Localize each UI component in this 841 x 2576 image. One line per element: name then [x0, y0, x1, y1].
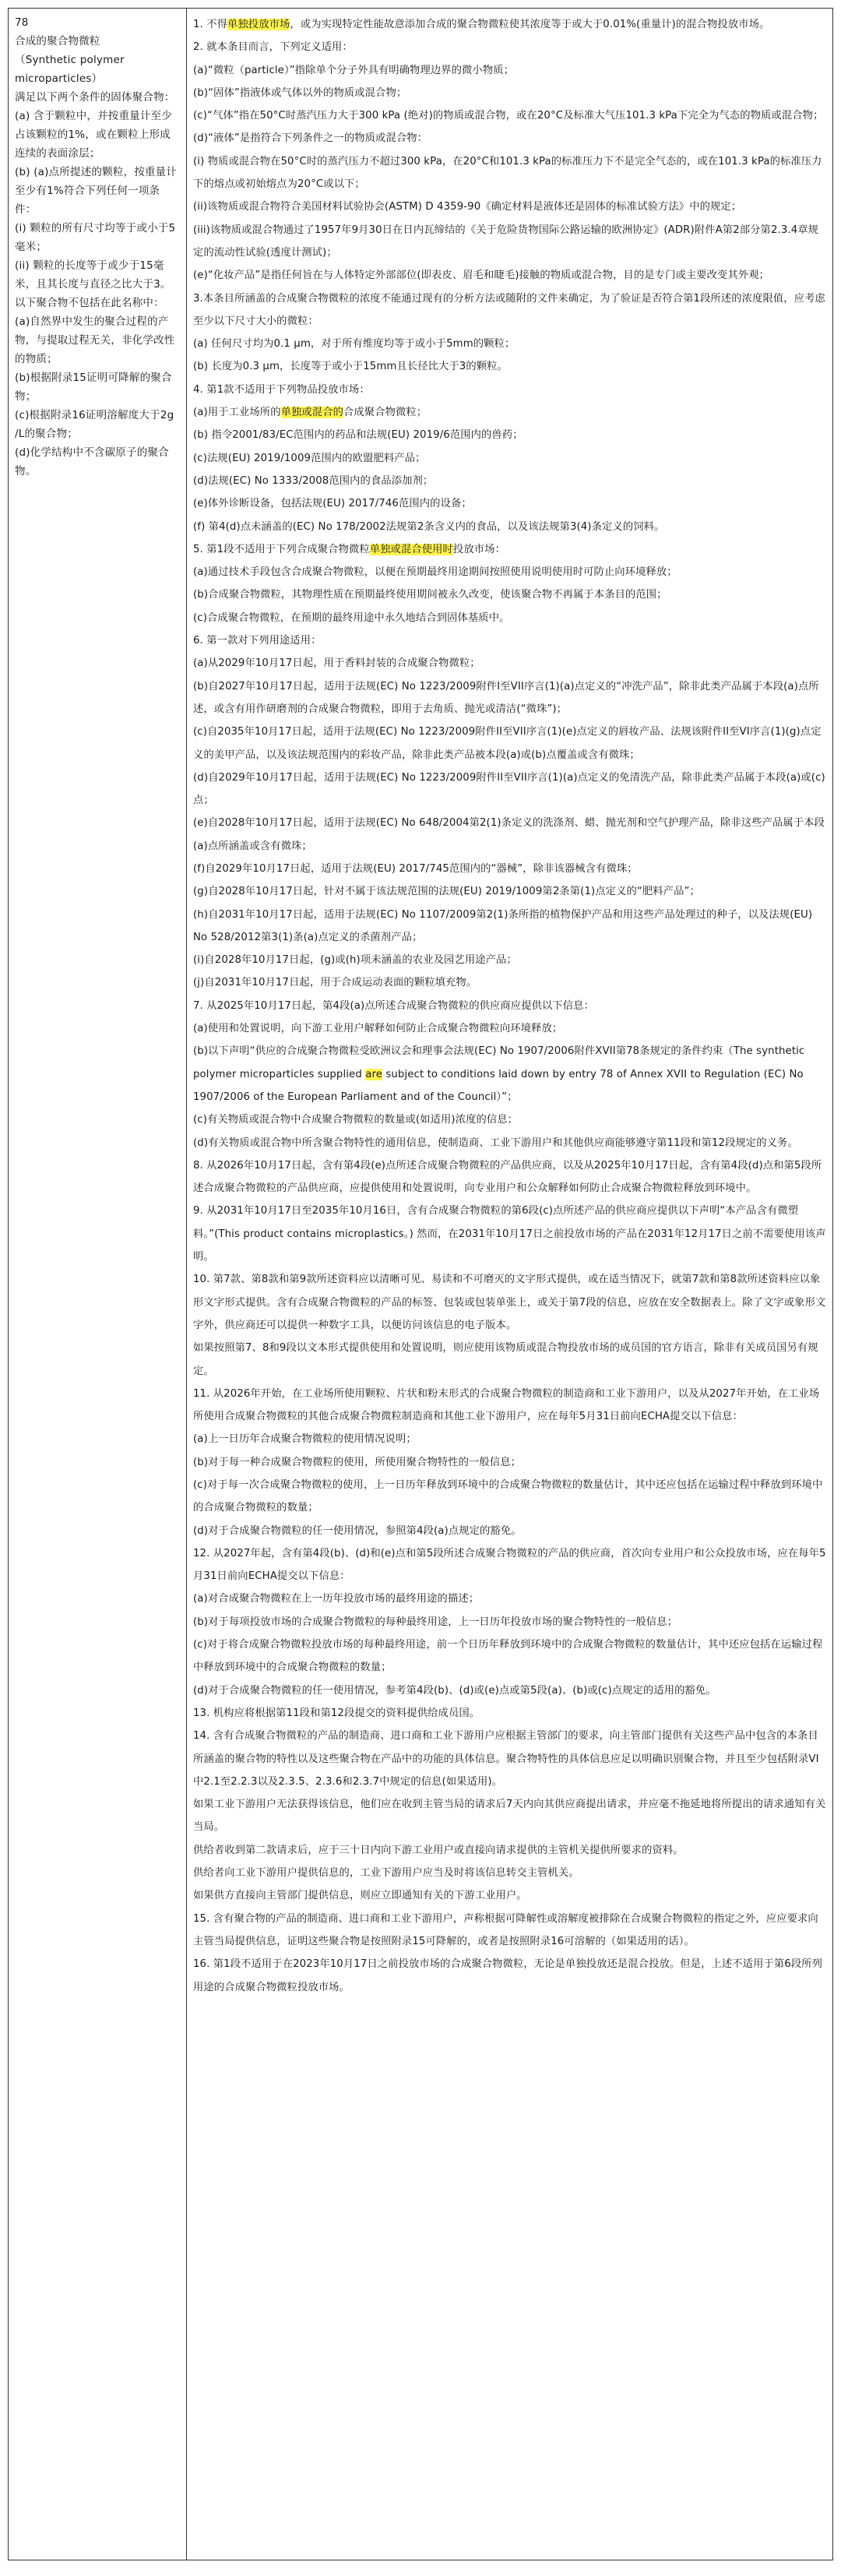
restriction-paragraph [193, 971, 826, 994]
paragraph-text: (a)使用和处置说明，向下游工业用户解释如何防止合成聚合物微粒向环境释放； [193, 1023, 563, 1035]
paragraph-text: 13. 机构应将根据第11段和第12段提交的资料提供给成员国。 [193, 1707, 480, 1719]
paragraph-text: (d)对于合成聚合物微粒的任一使用情况，参考第4段(b)、(d)或(e)点或第5段(a)、(b)或(c)点规定的适用的豁免。 [193, 1684, 716, 1697]
restriction-paragraph [193, 812, 826, 858]
restriction-paragraph [193, 447, 826, 470]
condition-item: 以下聚合物不包括在此名称中： [15, 297, 164, 309]
paragraph-text: 供给者向工业下游用户提供信息的，工业下游用户应当及时将该信息转交主管机关。 [193, 1867, 579, 1880]
paragraph-text: 如果供方直接向主管部门提供信息，则应立即通知有关的下游工业用户。 [193, 1890, 527, 1902]
condition-item: (d)化学结构中不含碳原子的聚合物。 [15, 446, 169, 477]
restriction-paragraph [193, 1132, 826, 1154]
paragraph-text: (b) 长度为0.3 μm，长度等于或小于15mm且长径比大于3的颗粒。 [193, 361, 508, 373]
restriction-paragraph [193, 1839, 826, 1862]
paragraph-text: (b)自2027年10月17日起，适用于法规(EC) No 1223/2009附件I至VII序言(1)(a)点定义的“冲洗产品”，除非此类产品属于本段(a)点所述，或含有用作研磨剂的合成聚合物微粒，即用于去角质、抛光或清洁(“微珠”)； [193, 680, 819, 715]
restriction-paragraph [193, 1520, 826, 1542]
restriction-paragraph [193, 470, 826, 492]
restriction-paragraph [193, 355, 826, 378]
restriction-paragraph [193, 150, 826, 196]
paragraph-text: (c)法规(EU) 2019/1009范围内的欧盟肥料产品； [193, 452, 426, 464]
paragraph-text: (b)合成聚合物微粒，其物理性质在预期最终使用期间被永久改变，使该聚合物不再属于本条目的范围； [193, 589, 667, 601]
restriction-paragraph [193, 1200, 826, 1268]
paragraph-text: 3.本条目所涵盖的合成聚合物微粒的浓度不能通过现有的分析方法或随附的文件来确定，为了验证是否符合第1段所述的浓度限值，应考虑至少以下尺寸大小的微粒： [193, 292, 825, 327]
restriction-paragraph [193, 583, 826, 606]
paragraph-text: (ii)该物质或混合物符合美国材料试验协会(ASTM) D 4359-90《确定材料是液体还是固体的标准试验方法》中的规定； [193, 201, 742, 213]
restriction-paragraph [193, 219, 826, 265]
highlighted-text: are [365, 1068, 383, 1080]
restriction-paragraph [193, 287, 826, 333]
restriction-paragraph [193, 629, 826, 652]
restriction-paragraph [193, 607, 826, 629]
restriction-paragraph [193, 1383, 826, 1429]
paragraph-text: (a) 任何尺寸均为0.1 μm，对于所有维度均等于或小于5mm的颗粒； [193, 338, 516, 351]
restriction-paragraph [193, 1908, 826, 1954]
restriction-paragraph [193, 492, 826, 515]
condition-item: (b) (a)点所提述的颗粒，按重量计至少有1%符合下列任何一项条件： [15, 166, 178, 216]
paragraph-text: (f)自2029年10月17日起，适用于法规(EU) 2017/745范围内的“器械”，除非该器械含有微珠； [193, 862, 638, 875]
restriction-paragraph [193, 1588, 826, 1610]
restriction-paragraph [193, 516, 826, 538]
restriction-paragraph [193, 1542, 826, 1588]
highlighted-text: 单独或混合使用时 [369, 543, 453, 555]
substance-title: 合成的聚合物微粒 [15, 35, 100, 48]
paragraph-text: (c)对于将合成聚合物微粒投放市场的每种最终用途，前一个日历年释放到环境中的合成聚合物微粒的数量估计，其中还应包括在运输过程中释放到环境中的合成聚合物微粒的数量； [193, 1639, 823, 1674]
restriction-paragraph [193, 1884, 826, 1907]
restriction-paragraph [193, 1428, 826, 1450]
condition-item: (b)根据附录15证明可降解的聚合物； [15, 372, 172, 403]
paragraph-text: (g)自2028年10月17日起，针对不属于该法规范围的法规(EU) 2019/1009第2条第(1)点定义的“肥料产品”； [193, 886, 700, 898]
paragraph-text: (b)“固体”指液体或气体以外的物质或混合物； [193, 86, 407, 99]
paragraph-text: (a)用于工业场所的 [193, 407, 281, 419]
restriction-paragraph [193, 127, 826, 150]
restriction-paragraph [193, 13, 826, 36]
paragraph-text: (f) 第4(d)点未涵盖的(EC) No 178/2002法规第2条含义内的食品，以及该法规第3(4)条定义的饲料。 [193, 520, 665, 533]
restriction-cell [187, 9, 833, 2560]
restriction-paragraph [193, 721, 826, 766]
restriction-paragraph [193, 82, 826, 104]
restriction-paragraph [193, 1337, 826, 1383]
restriction-paragraph [193, 1725, 826, 1793]
restriction-paragraph [193, 675, 826, 721]
paragraph-text: (j)自2031年10月17日起，用于合成运动表面的颗粒填充物。 [193, 977, 477, 989]
restriction-paragraph [193, 1953, 826, 1999]
restriction-paragraph [193, 196, 826, 218]
substance-cell [9, 9, 187, 2560]
paragraph-text: (d)对于合成聚合物微粒的任一使用情况，参照第4段(a)点规定的豁免。 [193, 1524, 522, 1537]
entry-number: 78 [15, 16, 29, 29]
paragraph-text: 10. 第7款、第8款和第9款所述资料应以清晰可见、易读和不可磨灭的文字形式提供，或在适当情况下，就第7款和第8款所述资料应以象形文字形式提供。含有合成聚合物微粒的产品的标签、包装或包装单张上，或关于第7段的信息，应放在安全数据表上。除了文字或象形文字外，供应商还可以提供一种数字工具，以便访问该信息的电子版本。 [193, 1274, 826, 1331]
paragraph-text: 14. 含有合成聚合物微粒的产品的制造商、进口商和工业下游用户应根据主管部门的要求，向主管部门提供有关这些产品中包含的本条目所涵盖的聚合物的特性以及这些聚合物在产品中的功能的具体信息。聚合物特性的具体信息应足以明确识别聚合物，并且至少包括附录VI中2.1至2.2.3以及2.3.5、2.3.6和2.3.7中规定的信息(如果适用)。 [193, 1730, 819, 1788]
paragraph-text: 供给者收到第二款请求后，应于三十日内向下游工业用户或直接向请求提供的主管机关提供所要求的资料。 [193, 1844, 684, 1856]
restriction-paragraph [193, 538, 826, 561]
regulation-page [8, 8, 833, 2560]
paragraph-text: 4. 第1款不适用于下列物品投放市场： [193, 383, 370, 396]
condition-item: (i) 颗粒的所有尺寸均等于或小于5毫米； [15, 222, 176, 253]
condition-item: (ii) 颗粒的长度等于或少于15毫米，且其长度与直径之比大于3。 [15, 259, 171, 291]
restriction-paragraph [193, 401, 826, 424]
condition-item: (a) 含于颗粒中，并按重量计至少占该颗粒的1%，或在颗粒上形成连续的表面涂层； [15, 110, 172, 160]
paragraph-text: ，或为实现特定性能故意添加合成的聚合物微粒使其浓度等于或大于0.01%(重量计)的混合物投放市场。 [290, 19, 770, 30]
paragraph-text: 6. 第一款对下列用途适用： [193, 635, 322, 647]
restriction-paragraph [193, 766, 826, 812]
paragraph-text: 如果工业下游用户无法获得该信息，他们应在收到主管当局的请求后7天内向其供应商提出请求，并应毫不拖延地将所提出的请求通知有关当局。 [193, 1799, 826, 1834]
paragraph-text: (b)对于每项投放市场的合成聚合物微粒的每种最终用途，上一日历年投放市场的聚合物特性的一般信息； [193, 1616, 677, 1628]
restriction-paragraph [193, 264, 826, 287]
paragraph-text: 7. 从2025年10月17日起，第4段(a)点所述合成聚合物微粒的供应商应提供以下信息： [193, 999, 594, 1012]
paragraph-text: 1. 不得 [193, 19, 228, 30]
restriction-paragraph [193, 1679, 826, 1702]
paragraph-text: (d)“液体”是指符合下列条件之一的物质或混合物： [193, 132, 428, 145]
paragraph-text: (d)自2029年10月17日起，适用于法规(EC) No 1223/2009附件II至VII序言(1)(a)点定义的免清洗产品，除非此类产品属于本段(a)或(c)点； [193, 771, 825, 807]
paragraph-text: (b)以下声明“供应的合成聚合物微粒受欧洲议会和理事会法规(EC) No 1907/2006附件XVII第78条规定的条件约束（The synthetic polymer microparticles supplied [193, 1045, 805, 1080]
paragraph-text: 9. 从2031年10月17日至2035年10月16日，含有合成聚合物微粒的第6段(c)点所述产品的供应商应提供以下声明“本产品含有微塑料。”(This product contains microplastics。) 然而，在2031年10月17日之前投放市场的产品在2031年12月17日之前不需要使用该声明。 [193, 1205, 826, 1263]
paragraph-text: (d)有关物质或混合物中所含聚合物特性的通用信息，使制造商、工业下游用户和其他供应商能够遵守第11段和第12段规定的义务。 [193, 1136, 798, 1149]
paragraph-text: (a)上一日历年合成聚合物微粒的使用情况说明； [193, 1433, 417, 1446]
restriction-paragraph [193, 652, 826, 675]
restriction-paragraphs [193, 13, 826, 1999]
condition-item: (a)自然界中发生的聚合过程的产物，与提取过程无关，非化学改性的物质； [15, 315, 175, 365]
restriction-paragraph [193, 1040, 826, 1108]
restriction-paragraph [193, 1611, 826, 1633]
paragraph-text: subject to conditions laid down by entry 78 of Annex XVII to Regulation (EC) No 1907/2006 of the European Parliament and of the Council）”； [193, 1068, 804, 1103]
restriction-paragraph [193, 36, 826, 58]
paragraph-text: (b)对于每一种合成聚合物微粒的使用，所使用聚合物特性的一般信息； [193, 1456, 522, 1468]
restriction-paragraph [193, 333, 826, 355]
restriction-paragraph [193, 995, 826, 1017]
paragraph-text: (b) 指令2001/83/EC范围内的药品和法规(EU) 2019/6范围内的兽药； [193, 429, 523, 442]
restriction-paragraph [193, 880, 826, 903]
paragraph-text: (i) 物质或混合物在50°C时的蒸汽压力不超过300 kPa，在20°C和101.3 kPa的标准压力下不是完全气态的，或在101.3 kPa的标准压力下的熔点或初始熔点为20°C或以下； [193, 155, 822, 191]
paragraph-text: 如果按照第7、8和9段以文本形式提供使用和处置说明，则应使用该物质或混合物投放市场的成员国的官方语言，除非有关成员国另有规定。 [193, 1342, 818, 1377]
restriction-paragraph [193, 1451, 826, 1474]
paragraph-text: (iii)该物质或混合物通过了1957年9月30日在日内瓦缔结的《关于危险货物国际公路运输的欧洲协定》(ADR)附件A第2部分第2.3.4章规定的流动性试验(透度计测试)； [193, 224, 819, 259]
paragraph-text: (c)对于每一次合成聚合物微粒的使用，上一日历年释放到环境中的合成聚合物微粒的数量估计，其中还应包括在运输过程中释放到环境中的合成聚合物微粒的数量； [193, 1479, 823, 1514]
paragraph-text: (a)“微粒（particle）”指除单个分子外具有明确物理边界的微小物质； [193, 64, 515, 76]
regulation-table [8, 8, 833, 2560]
paragraph-text: 12. 从2027年起，含有第4段(b)、(d)和(e)点和第5段所述合成聚合物微粒的产品的供应商，首次向专业用户和公众投放市场，应在每年5月31日前向ECHA提交以下信息： [193, 1547, 826, 1583]
restriction-paragraph [193, 1793, 826, 1839]
restriction-paragraph [193, 904, 826, 950]
restriction-paragraph [193, 1154, 826, 1200]
paragraph-text: (c)有关物质或混合物中合成聚合物微粒的数量或(如适用)浓度的信息； [193, 1114, 519, 1126]
paragraph-text: (e)体外诊断设备，包括法规(EU) 2017/746范围内的设备； [193, 498, 472, 510]
paragraph-text: (e)“化妆产品”是指任何旨在与人体特定外部部位(即表皮、眉毛和睫毛)接触的物质或混合物，目的是专门或主要改变其外观； [193, 270, 770, 282]
table-row [9, 9, 833, 2560]
paragraph-text: (c)合成聚合物微粒，在预期的最终用途中永久地结合到固体基质中。 [193, 611, 510, 624]
paragraph-text: (a)从2029年10月17日起，用于香料封装的合成聚合物微粒； [193, 657, 480, 670]
paragraph-text: (c)自2035年10月17日起，适用于法规(EC) No 1223/2009附件II至VII序言(1)(e)点定义的唇妆产品、法规该附件II至VI序言(1)(g)点定义的美甲产品，以及该法规范围内的彩妆产品，除非此类产品被本段(a)或(b)点覆盖或含有微珠； [193, 726, 822, 761]
paragraph-text: 8. 从2026年10月17日起，含有第4段(e)点所述合成聚合物微粒的产品供应商，以及从2025年10月17日起，含有第4段(d)点和第5段所述合成聚合物微粒的产品供应商，应提供使用和处置说明，向专业用户和公众解释如何防止合成聚合物微粒释放到环境中。 [193, 1159, 822, 1195]
condition-list [15, 88, 180, 481]
paragraph-text: (a)对合成聚合物微粒在上一历年投放市场的最终用途的描述； [193, 1593, 480, 1605]
restriction-paragraph [193, 424, 826, 446]
substance-title-en: （Synthetic polymer microparticles） [15, 54, 125, 85]
highlighted-text: 单独投放市场 [227, 19, 290, 30]
restriction-paragraph [193, 1017, 826, 1040]
paragraph-text: 合成聚合物微粒； [343, 407, 428, 419]
paragraph-text: (a)通过技术手段包含合成聚合物微粒，以便在预期最终用途期间按照使用说明使用时可防止向环境释放； [193, 566, 677, 579]
paragraph-text: 16. 第1段不适用于在2023年10月17日之前投放市场的合成聚合物微粒，无论是单独投放还是混合投放。但是，上述不适用于第6段所列用途的合成聚合物微粒投放市场。 [193, 1958, 823, 1993]
paragraph-text: (i)自2028年10月17日起，(g)或(h)项未涵盖的农业及园艺用途产品； [193, 954, 517, 967]
restriction-paragraph [193, 561, 826, 583]
paragraph-text: 15. 含有聚合物的产品的制造商、进口商和工业下游用户，声称根据可降解性或溶解度被排除在合成聚合物微粒的指定之外，应应要求向主管当局提供信息，证明这些聚合物是按照附录15可降解的，或者是按照附录16可溶解的（如果适用的话）。 [193, 1912, 818, 1947]
paragraph-text: 2. 就本条目而言，下列定义适用： [193, 41, 353, 54]
restriction-paragraph [193, 59, 826, 82]
restriction-paragraph [193, 949, 826, 971]
restriction-paragraph [193, 1862, 826, 1884]
paragraph-text: 11. 从2026年开始，在工业场所使用颗粒、片状和粉末形式的合成聚合物微粒的制造商和工业下游用户，以及从2027年开始，在工业场所使用合成聚合物微粒的其他合成聚合物微粒制造商和其他工业下游用户，应在每年5月31日前向ECHA提交以下信息： [193, 1387, 820, 1423]
paragraph-text: (d)法规(EC) No 1333/2008范围内的食品添加剂； [193, 474, 434, 487]
condition-item: (c)根据附录16证明溶解度大于2g /L的聚合物； [15, 409, 174, 440]
restriction-paragraph [193, 1108, 826, 1131]
restriction-paragraph [193, 1702, 826, 1725]
paragraph-text: (e)自2028年10月17日起，适用于法规(EC) No 648/2004第2(1)条定义的洗涤剂、蜡、抛光剂和空气护理产品，除非这些产品属于本段(a)点所涵盖或含有微珠； [193, 817, 825, 852]
restriction-paragraph [193, 1268, 826, 1337]
paragraph-text: 5. 第1段不适用于下列合成聚合物微粒 [193, 543, 370, 555]
restriction-paragraph [193, 379, 826, 401]
restriction-paragraph [193, 1474, 826, 1520]
paragraph-text: (c)“气体”指在50°C时蒸汽压力大于300 kPa (绝对)的物质或混合物，或在20°C及标准大气压101.3 kPa下完全为气态的物质或混合物； [193, 110, 824, 122]
condition-item: 满足以下两个条件的固体聚合物： [15, 91, 175, 104]
paragraph-text: 投放市场： [452, 543, 505, 555]
highlighted-text: 单独或混合的 [280, 407, 343, 419]
restriction-paragraph [193, 1633, 826, 1679]
restriction-paragraph [193, 858, 826, 880]
paragraph-text: (h)自2031年10月17日起，适用于法规(EC) No 1107/2009第2(1)条所指的植物保护产品和用这些产品处理过的种子，以及法规(EU) No 528/2012第3(1)条(a)点定义的杀菌剂产品； [193, 908, 813, 943]
restriction-paragraph [193, 104, 826, 127]
